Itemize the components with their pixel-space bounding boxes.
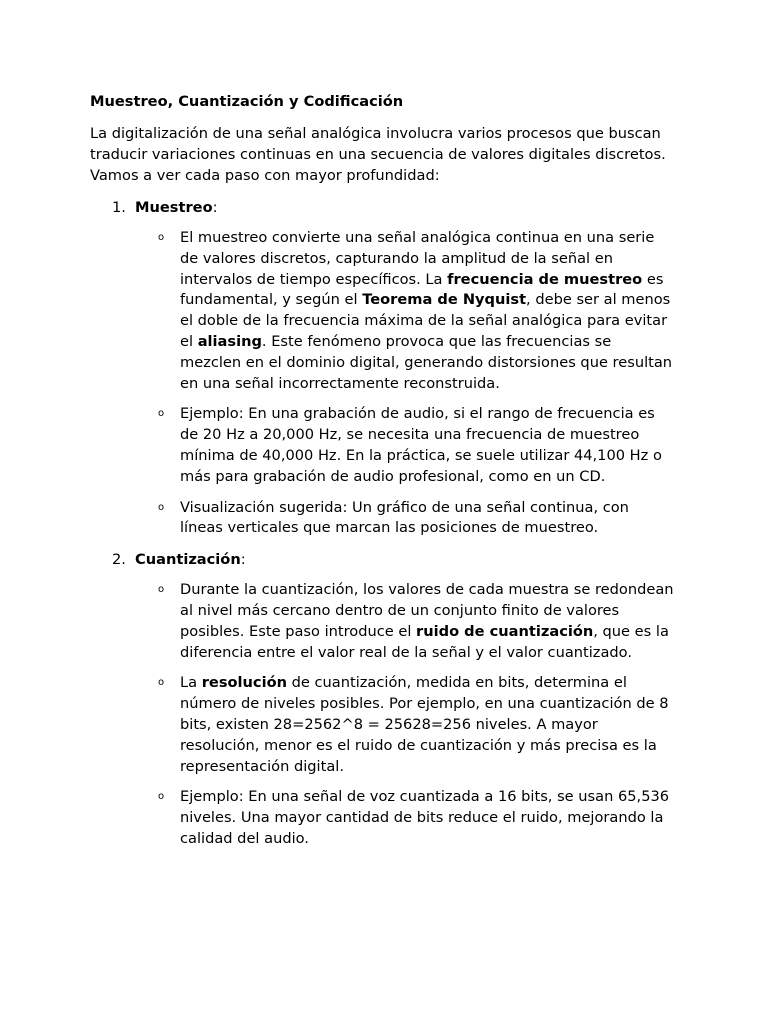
bullet-marker: o (158, 501, 165, 513)
item-text: , debe ser al menos el doble de la frecuencia máxima de la señal analógica para evitar el (180, 291, 671, 350)
bullet-marker: o (158, 232, 165, 243)
bullet-marker: o (158, 791, 165, 803)
bullet-marker: o (158, 677, 165, 689)
section-number: 2. (112, 551, 126, 569)
section-cuantizacion (90, 549, 680, 850)
section-muestreo (90, 197, 680, 539)
section-heading (90, 197, 680, 218)
item-text: Durante la cuantización, los valores de cada muestra se redondean al nivel más cercano dentro de un conjunto finito de valores posibles. Este paso introduce el (180, 581, 674, 640)
document-title: Muestreo, Cuantización y Codificación (90, 93, 404, 110)
section-heading (90, 549, 680, 570)
section-heading-colon: : (212, 199, 218, 216)
list-item (90, 787, 680, 849)
section-number: 1. (112, 199, 126, 216)
document-page (90, 92, 680, 860)
bullet-list (90, 580, 680, 850)
intro-paragraph: La digitalización de una señal analógica involucra varios procesos que buscan traducir variaciones continuas en una secuencia de valores digitales discretos. Vamos a ver cada paso con mayor profundidad: (90, 125, 666, 184)
item-bold-text: Teorema de Nyquist (362, 291, 527, 309)
list-item (90, 228, 680, 394)
list-item (90, 498, 680, 540)
item-text: de cuantización, medida en bits, determina el número de niveles posibles. Por ejemplo, en una cuantización de 8 bits, existen 28=2562^8 = 25628=256 niveles. A mayor resolución, menor es el ruido de cuantización y más precisa es la representación digital. (180, 674, 669, 775)
section-heading-colon: : (240, 551, 246, 569)
bullet-marker: o (158, 584, 165, 596)
bullet-list (90, 228, 680, 539)
list-item (90, 673, 680, 777)
bullet-marker: o (158, 408, 165, 420)
section-heading-text: Muestreo (135, 199, 213, 216)
item-text: es fundamental, y según el (180, 270, 664, 309)
item-bold-text: resolución (201, 674, 287, 692)
item-text: Visualización sugerida: Un gráfico de una señal continua, con líneas verticales que marcan las posiciones de muestreo. (180, 498, 629, 537)
item-text: Ejemplo: En una grabación de audio, si el rango de frecuencia es de 20 Hz a 20,000 Hz, se necesita una frecuencia de muestreo mínima de 40,000 Hz. En la práctica, se suele utilizar 44,100 Hz o más para grabación de audio profesional, como en un CD. (180, 405, 662, 485)
item-text: El muestreo convierte una señal analógica continua en una serie de valores discretos, capturando la amplitud de la señal en intervalos de tiempo específicos. La (180, 229, 655, 288)
item-bold-text: aliasing (197, 332, 262, 350)
list-item (90, 580, 680, 663)
section-list (90, 197, 680, 850)
list-item (90, 404, 680, 487)
item-bold-text: ruido de cuantización (416, 622, 594, 640)
item-text: , que es la diferencia entre el valor real de la señal y el valor cuantizado. (180, 622, 669, 661)
item-text: . Este fenómeno provoca que las frecuencias se mezclen en el dominio digital, generando distorsiones que resultan en una señal incorrectamente reconstruida. (180, 332, 673, 392)
section-heading-text: Cuantización (135, 551, 241, 569)
item-bold-text: frecuencia de muestreo (447, 270, 643, 288)
item-text: La (180, 674, 202, 692)
item-text: Ejemplo: En una señal de voz cuantizada a 16 bits, se usan 65,536 niveles. Una mayor cantidad de bits reduce el ruido, mejorando la calidad del audio. (180, 788, 670, 847)
